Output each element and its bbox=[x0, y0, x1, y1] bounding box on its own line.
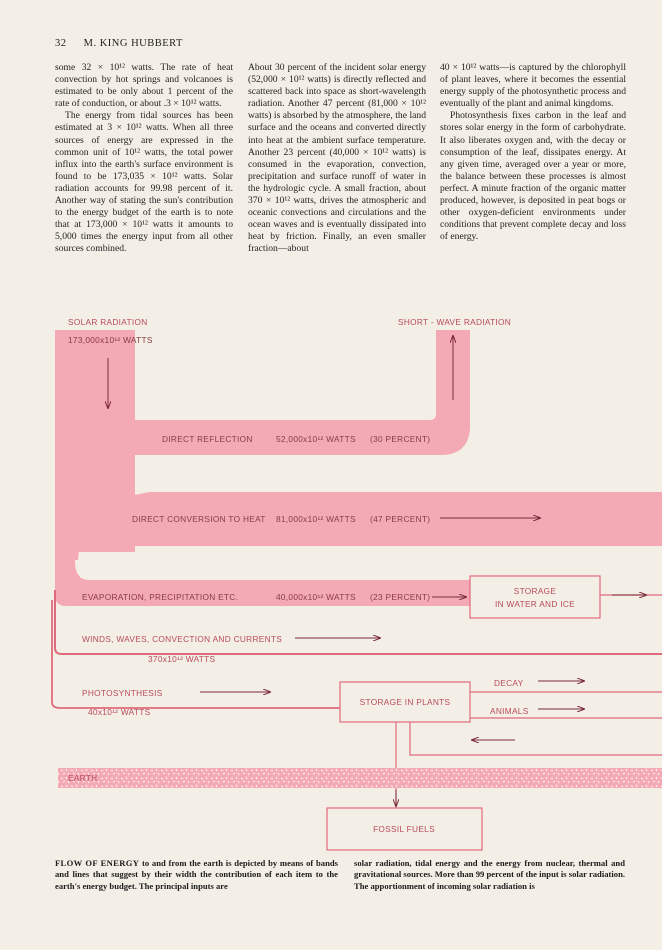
paragraph: The energy from tidal sources has been estimated at 3 × 10¹² watts. When all three sources of energy are expressed in the common unit of 10¹² watts, the total power influx into the earth's surface environment is found to be 173,035 × 10¹² watts. Solar radiation accounts for 99.98 percent of it. Another way of stating the sun's contribution to the energy budget of the earth is to note that at 173,000 × 10¹² watts it amounts to 5,000 times the energy input from all other sources combined. bbox=[55, 110, 233, 255]
animals-label: ANIMALS bbox=[490, 706, 529, 716]
evap-value: 40,000x10¹² WATTS bbox=[276, 592, 356, 602]
solar-value: 173,000x10¹² WATTS bbox=[68, 335, 153, 345]
decay-label: DECAY bbox=[494, 678, 524, 688]
earth-band bbox=[58, 768, 662, 788]
band-seam bbox=[75, 492, 135, 552]
caption-lead: FLOW OF ENERGY bbox=[55, 858, 140, 868]
return-line bbox=[410, 720, 662, 755]
fossil-fuels-label: FOSSIL FUELS bbox=[373, 824, 435, 834]
paragraph: About 30 percent of the incident solar energy (52,000 × 10¹² watts) is directly reflected and scattered back into space as short-wavelength radiation. Another 47 percent (81,000 × 10¹² watts) is absorbed by the atmosphere, the land surface and the oceans and converted directly into heat at the ambient surface temperature. Another 23 percent (40,000 × 10¹² watts) is consumed in the evaporation, convection, precipitation and surface runoff of water in the hydrologic cycle. A small fraction, about 370 × 10¹² watts, drives the atmospheric and oceanic convections and circulations and the ocean waves and is eventually dissipated into heat by friction. Finally, an even smaller fraction—about bbox=[248, 62, 426, 255]
reflection-label: DIRECT REFLECTION bbox=[162, 434, 253, 444]
paragraph: some 32 × 10¹² watts. The rate of heat convection by hot springs and volcanoes is estimated to be only about 1 percent of the rate of conduction, or about .3 × 10¹² watts. bbox=[55, 62, 233, 110]
storage-water-box bbox=[470, 576, 600, 618]
heat-value: 81,000x10¹² WATTS bbox=[276, 514, 356, 524]
caption-right bbox=[354, 858, 625, 892]
page-number: 32 bbox=[55, 38, 67, 49]
caption-text: to and from the earth is depicted by means of bands and lines that suggest by their width the contribution of each item to the earth's energy budget. The principal inputs are bbox=[55, 858, 338, 891]
storage-plants-label: STORAGE IN PLANTS bbox=[359, 697, 451, 707]
paragraph: Photosynthesis fixes carbon in the leaf and stores solar energy in the form of carbohydrate. It also liberates oxygen and, with the decay or consumption of the leaf, dissipates energy. At any given time, averaged over a year or more, the balance between these processes is almost perfect. A minute fraction of the organic matter produced, however, is deposited in peat bogs or other oxygen-deficient environments under conditions that prevent complete decay and loss of energy. bbox=[440, 110, 626, 243]
solar-radiation-label: SOLAR RADIATION bbox=[68, 317, 148, 327]
storage-water-label: STORAGE bbox=[513, 586, 557, 596]
photosynthesis-value: 40x10¹² WATTS bbox=[88, 707, 151, 717]
running-head: M. KING HUBBERT bbox=[83, 38, 183, 49]
heat-label: DIRECT CONVERSION TO HEAT bbox=[132, 514, 266, 524]
evap-percent: (23 PERCENT) bbox=[370, 592, 431, 602]
photosynthesis-label: PHOTOSYNTHESIS bbox=[82, 688, 163, 698]
reflection-value: 52,000x10¹² WATTS bbox=[276, 434, 356, 444]
reflection-percent: (30 PERCENT) bbox=[370, 434, 431, 444]
solar-band bbox=[55, 330, 662, 602]
storage-water-label: IN WATER AND ICE bbox=[495, 599, 575, 609]
short-wave-label: SHORT - WAVE RADIATION bbox=[398, 317, 512, 327]
evap-label: EVAPORATION, PRECIPITATION ETC. bbox=[82, 592, 239, 602]
caption-text: solar radiation, tidal energy and the energy from nuclear, thermal and gravitational sources. More than 99 percent of the input is solar radiation. The apportionment of incoming solar radiation is bbox=[354, 858, 625, 891]
winds-value: 370x10¹² WATTS bbox=[148, 654, 216, 664]
winds-label: WINDS, WAVES, CONVECTION AND CURRENTS bbox=[82, 634, 283, 644]
caption-left bbox=[55, 858, 338, 892]
heat-percent: (47 PERCENT) bbox=[370, 514, 431, 524]
paragraph: 40 × 10¹² watts—is captured by the chlorophyll of plant leaves, where it becomes the essential energy supply of the photosynthetic process and eventually of the plant and animal kingdoms. bbox=[440, 62, 626, 110]
earth-label: EARTH bbox=[68, 773, 98, 783]
